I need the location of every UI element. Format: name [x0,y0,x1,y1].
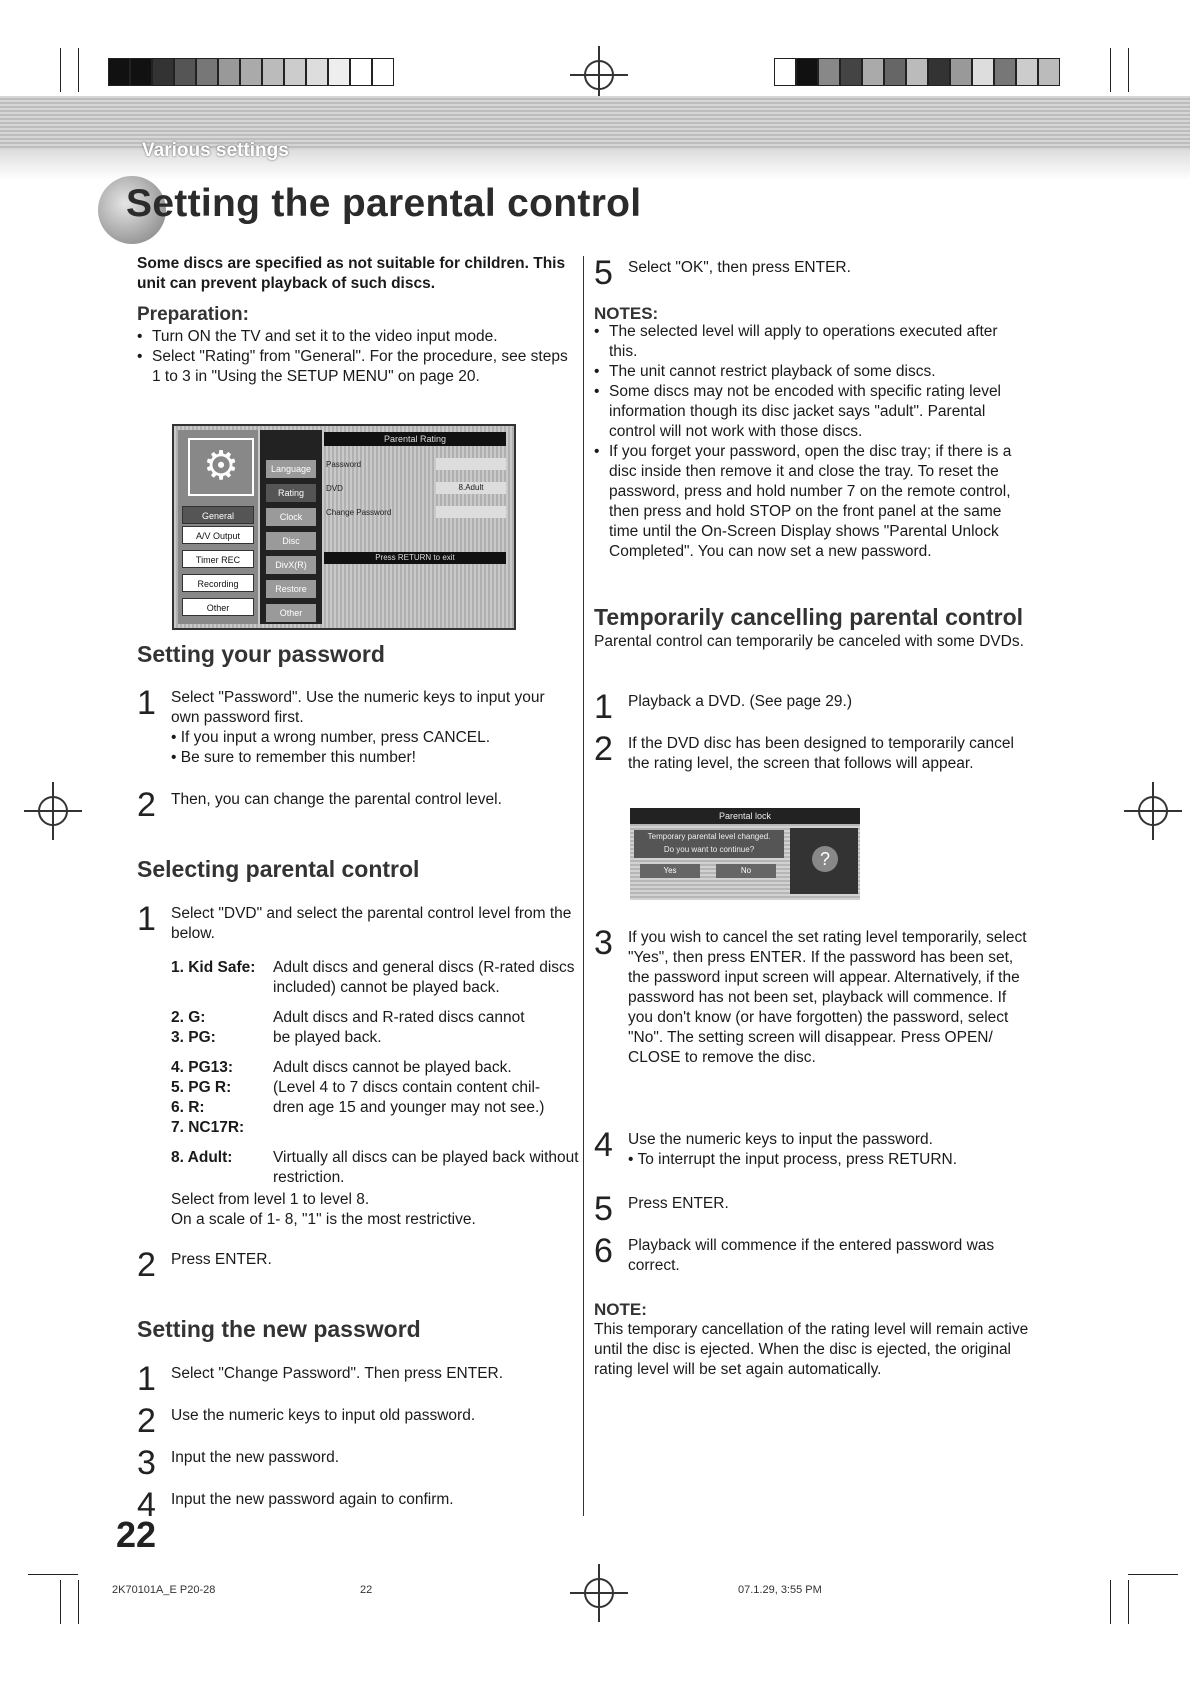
osd-field [436,458,506,470]
step-number: 6 [594,1232,613,1270]
osd-left-item: General [182,506,254,524]
temporary-intro: Parental control can temporarily be canceled with some DVDs. [594,633,1024,650]
color-bar-left [108,58,394,86]
osd-mid-item: Other [266,604,316,622]
step-number: 5 [594,1190,613,1228]
osd-footer: Press RETURN to exit [324,552,506,564]
rating-label: 4. PG13: [171,1059,234,1076]
step-text: If you wish to cancel the set rating level temporarily, select "Yes", then press ENTER. If the password has been set, the password input screen will appear. Alternatively, if the password has not been set, playback will commence. If you don't know (or have forgotten) the password, select "No". The setting screen will disappear. Press OPEN/ CLOSE to remove the disc. [628,929,1027,1066]
page-title: Setting the parental control [126,182,642,225]
step-text: Press ENTER. [628,1195,729,1212]
registration-mark-icon [584,60,614,90]
temporary-step-5 [594,1190,1030,1228]
step-line: • Be sure to remember this number! [171,749,416,766]
step-text: Input the new password. [171,1449,340,1466]
osd-left-item: Recording [182,574,254,592]
osd-mid-item: DivX(R) [266,556,316,574]
footer-page: 22 [360,1584,373,1596]
lock-header: Parental lock [630,808,860,824]
osd-mid-item: Rating [266,484,316,502]
temporary-heading: Temporarily cancelling parental control [594,604,1024,630]
setting-password-heading: Setting your password [137,641,385,667]
crop-mark [1128,48,1129,92]
new-password-step-2 [137,1402,573,1440]
step-text: Select "DVD" and select the parental control level from the below. [171,905,572,942]
step-number: 1 [137,684,156,722]
registration-mark-icon [38,796,68,826]
step-line: Select "Password". Use the numeric keys to input your own password first. [171,689,545,726]
question-mark: ? [812,846,838,872]
osd-row: DVD [326,484,343,493]
rating-label: 1. Kid Safe: [171,959,256,976]
rating-desc: be played back. [273,1029,382,1046]
step-line: Use the numeric keys to input the password. [628,1131,933,1148]
list-item: • Select "Rating" from "General". For the procedure, see steps 1 to 3 in "Using the SETUP MENU" on page 20. [137,347,569,387]
osd-field [436,506,506,518]
select-level-note: Select from level 1 to level 8. [171,1191,370,1208]
column-divider [583,256,584,1516]
scale-note: On a scale of 1- 8, "1" is the most restrictive. [171,1211,476,1228]
note-text: This temporary cancellation of the rating level will remain active until the disc is ejected. When the disc is ejected, the original rating level will be set again automatically. [594,1321,1029,1378]
password-step-1 [137,684,573,768]
step-number: 2 [137,1402,156,1440]
step-text: Select "Change Password". Then press ENTER. [171,1365,504,1382]
list-item: • The unit cannot restrict playback of some discs. [594,362,1030,382]
osd-field: 8.Adult [436,482,506,494]
registration-mark-icon [584,1578,614,1608]
rating-desc: (Level 4 to 7 discs contain content chil- [273,1079,541,1096]
crop-mark [1128,1580,1129,1624]
rating-desc: Adult discs and R-rated discs cannot [273,1009,525,1026]
notes-heading: NOTES: [594,304,659,323]
new-password-step-4 [137,1486,573,1524]
osd-sidebar [178,430,258,624]
selecting-step-1 [137,900,573,944]
preparation-list [137,327,569,387]
rating-label: 8. Adult: [171,1149,233,1166]
step-number: 2 [137,786,156,824]
list-item: • If you forget your password, open the disc tray; if there is a disc inside then remove it and close the tray. To reset the password, press and hold number 7 on the remote control, then press and hold STOP on the front panel at the same time until the On-Screen Display shows "Parental Unlock Completed". You can now set a new password. [594,442,1030,562]
rating-desc: dren age 15 and younger may not see.) [273,1099,545,1116]
rating-desc: Adult discs cannot be played back. [273,1059,512,1076]
temporary-step-4 [594,1126,1030,1170]
temporary-step-6 [594,1232,1030,1276]
footer-file: 2K70101A_E P20-28 [112,1584,216,1596]
list-item: • Turn ON the TV and set it to the video input mode. [137,327,569,347]
osd-mid-item: Language [266,460,316,478]
crop-mark [60,48,61,92]
step-text: Playback a DVD. (See page 29.) [628,693,853,710]
selecting-step-2 [137,1246,573,1284]
page-number: 22 [116,1514,157,1555]
crop-mark [78,48,79,92]
crop-mark [78,1580,79,1624]
note-heading: NOTE: [594,1300,647,1319]
footer-date: 07.1.29, 3:55 PM [738,1584,822,1596]
step-number: 1 [594,688,613,726]
rating-label: 3. PG: [171,1029,216,1046]
crop-mark [28,1574,78,1575]
step-text: If the DVD disc has been designed to temporarily cancel the rating level, the screen that follows will appear. [628,735,1014,772]
rating-list [171,958,583,1188]
step-text: Then, you can change the parental control level. [171,791,502,808]
osd-left-item: Other [182,598,254,616]
step-text: Playback will commence if the entered password was correct. [628,1237,995,1274]
crop-mark [60,1580,61,1624]
step-5-ok [594,254,1030,292]
list-item: • The selected level will apply to operations executed after this. [594,322,1030,362]
osd-submenu [260,430,322,624]
setup-tools-icon: ⚙ [188,438,254,496]
rating-label: 7. NC17R: [171,1119,245,1136]
setup-menu-screenshot [172,424,516,630]
rating-label: 6. R: [171,1099,205,1116]
step-number: 4 [137,1486,156,1524]
step-line: • To interrupt the input process, press RETURN. [628,1151,958,1168]
notes-list [594,322,1030,562]
step-number: 3 [137,1444,156,1482]
step-text [628,1130,957,1170]
question-icon [790,828,858,894]
temporary-step-1 [594,688,1030,726]
rating-label: 5. PG R: [171,1079,232,1096]
color-bar-right [774,58,1060,86]
temporary-step-2 [594,730,1030,774]
parental-lock-screenshot [630,808,860,900]
step-text: Select "OK", then press ENTER. [628,259,851,276]
step-number: 2 [137,1246,156,1284]
osd-left-item: Timer REC [182,550,254,568]
osd-left-item: A/V Output [182,526,254,544]
intro-text: Some discs are specified as not suitable for children. This unit can prevent playback of such discs. [137,255,566,292]
password-step-2 [137,786,573,824]
osd-row: Change Password [326,508,392,517]
step-number: 2 [594,730,613,768]
lock-yes-button: Yes [640,864,700,878]
step-number: 3 [594,924,613,962]
rating-label: 2. G: [171,1009,206,1026]
step-number: 1 [137,1360,156,1398]
crop-mark [1110,1580,1111,1624]
step-text: Press ENTER. [171,1251,272,1268]
osd-mid-item: Restore [266,580,316,598]
temporary-step-3 [594,924,1030,1068]
step-number: 1 [137,900,156,938]
osd-mid-item: Disc [266,532,316,550]
registration-mark-icon [1138,796,1168,826]
rating-desc: Adult discs and general discs (R-rated discs included) cannot be played back. [273,959,575,996]
osd-row: Password [326,460,362,469]
step-text: Use the numeric keys to input old password. [171,1407,476,1424]
new-password-step-3 [137,1444,573,1482]
lock-msg-line: Temporary parental level changed. [647,832,771,841]
new-password-heading: Setting the new password [137,1316,421,1342]
step-number: 5 [594,254,613,292]
rating-desc: Virtually all discs can be played back without restriction. [273,1149,579,1186]
selecting-heading: Selecting parental control [137,856,420,882]
lock-msg-line: Do you want to continue? [663,845,755,854]
step-number: 4 [594,1126,613,1164]
section-label: Various settings [142,140,289,161]
new-password-step-1 [137,1360,573,1398]
step-text [171,688,573,768]
crop-mark [1128,1574,1178,1575]
crop-mark [1110,48,1111,92]
list-item: • Some discs may not be encoded with specific rating level information though its disc jacket says "adult". Parental control will not work with those discs. [594,382,1030,442]
lock-message [634,830,784,858]
osd-header: Parental Rating [324,432,506,446]
step-line: • If you input a wrong number, press CANCEL. [171,729,491,746]
osd-mid-item: Clock [266,508,316,526]
step-text: Input the new password again to confirm. [171,1491,454,1508]
preparation-heading: Preparation: [137,304,249,325]
lock-no-button: No [716,864,776,878]
